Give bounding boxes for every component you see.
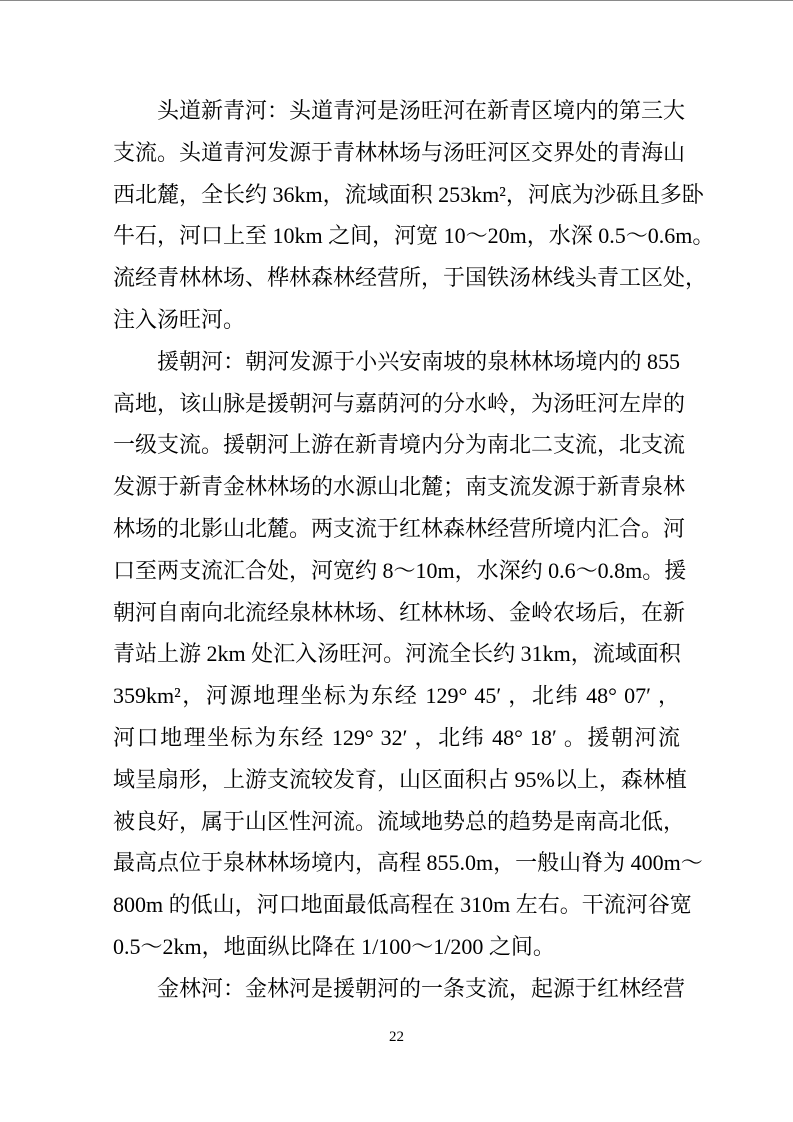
text-line: 牛石，河口上至 10km 之间，河宽 10～20m，水深 0.5～0.6m。 [113,223,715,249]
paragraph-yuanchao-river [113,341,703,968]
text-line: 河口地理坐标为东经 129° 32′ ，北纬 48° 18′ 。援朝河流 [113,724,680,750]
text-line: 域呈扇形，上游支流较发育，山区面积占 95%以上，森林植 [113,766,687,792]
text-line: 口至两支流汇合处，河宽约 8～10m，水深约 0.6～0.8m。援 [113,557,687,583]
page-body [113,90,715,1010]
text-line: 高地，该山脉是援朝河与嘉荫河的分水岭，为汤旺河左岸的 [113,390,686,416]
paragraph-toudao-xinqing-river [113,90,715,341]
text-line: 支流。头道青河发源于青林林场与汤旺河区交界处的青海山 [113,139,686,165]
text-line: 被良好，属于山区性河流。流域地势总的趋势是南高北低， [113,808,686,834]
text-line: 朝河自南向北流经泉林林场、红林林场、金岭农场后，在新 [113,599,686,625]
text-line: 林场的北影山北麓。两支流于红林森林经营所境内汇合。河 [113,515,686,541]
text-line: 发源于新青金林林场的水源山北麓；南支流发源于新青泉林 [113,474,686,500]
text-line: 西北麓，全长约 36km，流域面积 253km²，河底为沙砾且多卧 [113,181,704,207]
text-line: 援朝河：朝河发源于小兴安南坡的泉林林场境内的 855 [157,348,680,374]
text-line: 一级支流。援朝河上游在新青境内分为南北二支流，北支流 [113,432,686,458]
text-line: 800m 的低山，河口地面最低高程在 310m 左右。干流河谷宽 [113,892,692,918]
text-line: 0.5～2km，地面纵比降在 1/100～1/200 之间。 [113,933,555,959]
text-line: 最高点位于泉林林场境内，高程 855.0m，一般山脊为 400m～ [113,850,703,876]
text-line: 流经青林林场、桦林森林经营所，于国铁汤林线头青工区处， [113,265,708,291]
text-line: 头道新青河：头道青河是汤旺河在新青区境内的第三大 [157,98,686,123]
page-number: 22 [389,1029,404,1045]
text-line: 金林河：金林河是援朝河的一条支流，起源于红林经营 [157,975,686,1001]
paragraph-jinlin-river [113,968,686,1010]
text-line: 359km²，河源地理坐标为东经 129° 45′ ，北纬 48° 07′ ， [113,683,680,709]
text-line: 青站上游 2km 处汇入汤旺河。河流全长约 31km，流域面积 [113,641,681,667]
text-line: 注入汤旺河。 [113,306,246,332]
